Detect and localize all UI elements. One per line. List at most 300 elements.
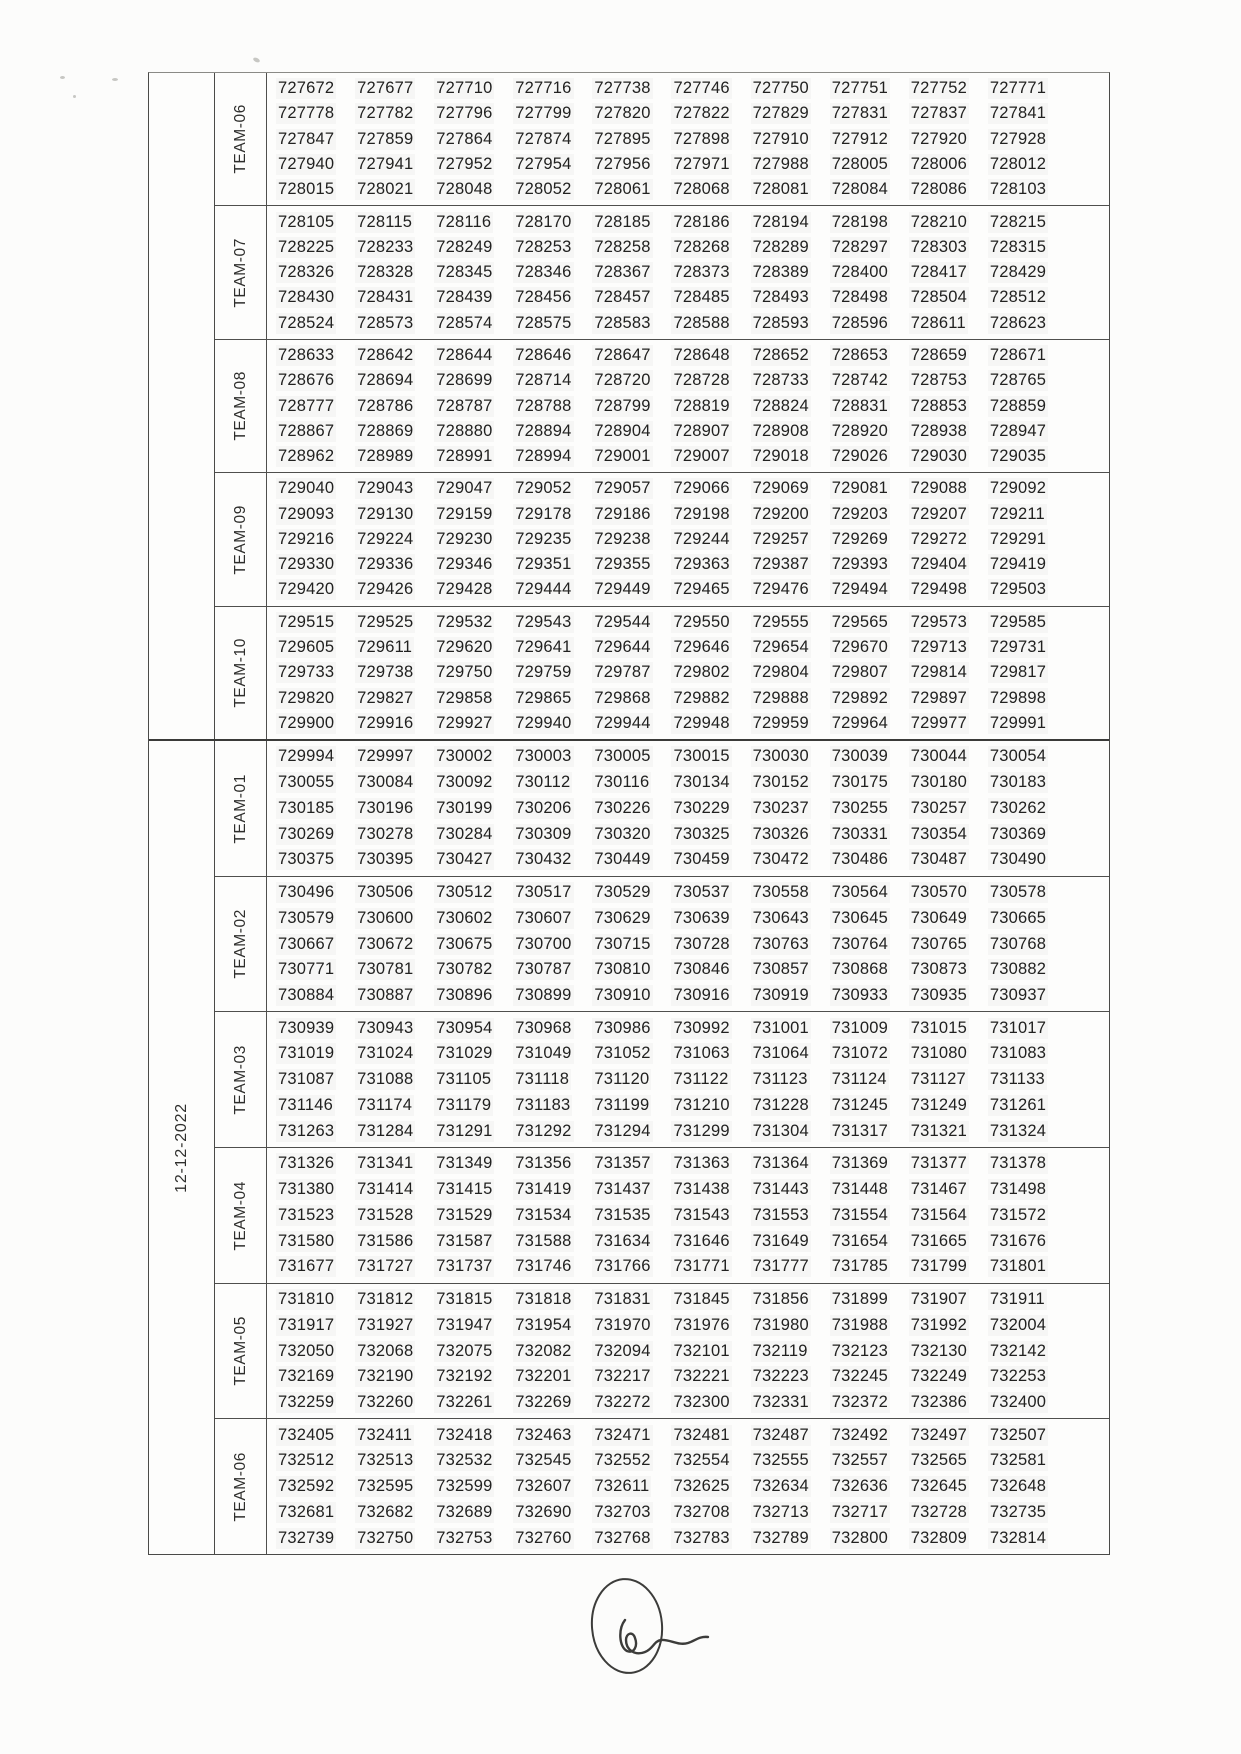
roll-number: 731174: [357, 1095, 413, 1114]
roll-number: 731015: [910, 1018, 968, 1037]
roll-number: 732513: [357, 1451, 414, 1470]
roll-number: 730629: [594, 908, 651, 927]
roll-number: 728742: [831, 371, 888, 390]
roll-number: 729047: [436, 479, 493, 498]
roll-number-table: [148, 72, 1110, 1555]
roll-number: 731080: [910, 1044, 968, 1063]
roll-number: 728867: [278, 421, 335, 440]
roll-number: 730134: [673, 773, 730, 792]
roll-number: 732050: [278, 1341, 335, 1360]
roll-number: 731357: [594, 1154, 651, 1173]
roll-number-row: [267, 209, 1109, 234]
roll-number: 728644: [436, 345, 493, 364]
roll-number: 730763: [752, 934, 809, 953]
roll-number: 732004: [989, 1315, 1047, 1334]
roll-number: 730771: [278, 960, 335, 979]
roll-number: 731907: [910, 1290, 968, 1309]
roll-number: 728583: [594, 313, 651, 332]
roll-number: 730180: [910, 773, 968, 792]
roll-number: 732648: [989, 1477, 1047, 1496]
roll-number: 730472: [752, 850, 809, 869]
roll-number: 728765: [989, 371, 1047, 390]
roll-number: 732217: [594, 1367, 651, 1386]
roll-number: 732789: [752, 1528, 809, 1547]
roll-number: 728648: [673, 345, 730, 364]
roll-number: 729272: [910, 529, 968, 548]
roll-number: 732082: [515, 1341, 572, 1360]
roll-number: 727898: [673, 129, 730, 148]
roll-number: 731364: [752, 1154, 809, 1173]
roll-number: 732689: [436, 1502, 493, 1521]
roll-number: 730643: [752, 908, 809, 927]
roll-number: 731564: [910, 1205, 968, 1224]
roll-number-row: [267, 1287, 1109, 1313]
roll-number-row: [267, 502, 1109, 527]
roll-number: 728799: [594, 396, 651, 415]
roll-number: 728777: [278, 396, 335, 415]
roll-number: 731588: [515, 1231, 572, 1250]
team-label: TEAM-07: [231, 237, 249, 308]
roll-number: 727895: [594, 129, 651, 148]
roll-number: 730558: [752, 883, 809, 902]
roll-number: 727672: [278, 79, 335, 98]
roll-number: 729291: [989, 529, 1047, 548]
roll-number: 730764: [831, 934, 888, 953]
roll-number: 727782: [357, 104, 414, 123]
roll-number: 730517: [515, 883, 572, 902]
roll-number: 728185: [594, 212, 651, 231]
roll-number: 731649: [752, 1231, 809, 1250]
roll-number: 729731: [989, 638, 1047, 657]
roll-number: 730326: [752, 824, 809, 843]
roll-number: 728788: [515, 396, 572, 415]
roll-number-row: [267, 660, 1109, 685]
roll-number: 731818: [515, 1290, 572, 1309]
roll-number: 731294: [594, 1121, 651, 1140]
team-label: TEAM-09: [231, 504, 249, 575]
roll-number: 730112: [515, 773, 571, 792]
roll-number: 730375: [278, 850, 335, 869]
roll-number-row: [267, 127, 1109, 152]
roll-number: 728006: [910, 154, 968, 173]
roll-number: 728439: [436, 288, 493, 307]
roll-number: 730887: [357, 985, 414, 1004]
roll-number: 727820: [594, 104, 651, 123]
roll-number: 730003: [515, 747, 572, 766]
roll-number: 731777: [752, 1257, 809, 1276]
roll-number: 730002: [436, 747, 493, 766]
roll-number: 731665: [910, 1231, 968, 1250]
roll-number: 730602: [436, 908, 493, 927]
roll-number: 731088: [357, 1070, 414, 1089]
team-cell: [215, 73, 267, 205]
roll-number: 728326: [278, 263, 335, 282]
roll-number: 730939: [278, 1018, 335, 1037]
roll-number-row: [267, 152, 1109, 177]
roll-number: 728733: [752, 371, 809, 390]
roll-number: 730449: [594, 850, 651, 869]
roll-number: 729088: [910, 479, 968, 498]
roll-number: 728920: [831, 421, 888, 440]
roll-number: 728012: [989, 154, 1047, 173]
roll-number-row: [267, 1500, 1109, 1526]
roll-number: 728103: [989, 180, 1047, 199]
roll-number: 731415: [436, 1180, 493, 1199]
date-section: [149, 739, 1109, 1554]
roll-number: 732075: [436, 1341, 493, 1360]
roll-number: 730183: [989, 773, 1047, 792]
roll-number: 730487: [910, 850, 968, 869]
roll-number-row: [267, 1202, 1109, 1228]
roll-number: 731992: [910, 1315, 968, 1334]
roll-number: 730607: [515, 908, 572, 927]
roll-number: 732555: [752, 1451, 809, 1470]
roll-number: 729040: [278, 479, 335, 498]
roll-number: 727954: [515, 154, 572, 173]
roll-number: 732735: [989, 1502, 1047, 1521]
roll-number: 729948: [673, 713, 730, 732]
roll-number: 729498: [910, 580, 968, 599]
roll-number: 731911: [989, 1290, 1045, 1309]
roll-number: 730787: [515, 960, 572, 979]
roll-number: 731122: [673, 1070, 729, 1089]
team-block: [215, 472, 1109, 605]
roll-number: 729426: [357, 580, 414, 599]
roll-number: 730781: [357, 960, 414, 979]
roll-number: 727971: [673, 154, 730, 173]
roll-number: 727864: [436, 129, 493, 148]
roll-number: 730229: [673, 798, 730, 817]
roll-number: 729670: [831, 638, 888, 657]
roll-number: 732260: [357, 1392, 414, 1411]
roll-number: 729235: [515, 529, 572, 548]
roll-number: 732300: [673, 1392, 730, 1411]
roll-number: 732405: [278, 1425, 335, 1444]
roll-number-row: [267, 1338, 1109, 1364]
roll-number: 729641: [515, 638, 572, 657]
roll-number: 730537: [673, 883, 730, 902]
roll-number: 729868: [594, 688, 651, 707]
roll-number: 732636: [831, 1477, 888, 1496]
roll-number: 728904: [594, 421, 651, 440]
roll-number: 729216: [278, 529, 335, 548]
roll-number: 731498: [989, 1180, 1047, 1199]
roll-number: 728084: [831, 180, 888, 199]
roll-number-row: [267, 905, 1109, 931]
roll-number: 730857: [752, 960, 809, 979]
roll-number-row: [267, 1525, 1109, 1551]
team-label: TEAM-04: [231, 1180, 249, 1251]
roll-number: 732760: [515, 1528, 572, 1547]
roll-number: 728633: [278, 345, 335, 364]
roll-number: 729882: [673, 688, 730, 707]
roll-number: 729611: [357, 638, 413, 657]
roll-number: 728210: [910, 212, 968, 231]
roll-number-row: [267, 393, 1109, 418]
roll-number: 731727: [357, 1257, 414, 1276]
roll-number-row: [267, 177, 1109, 202]
roll-number: 728249: [436, 237, 493, 256]
roll-number: 732463: [515, 1425, 572, 1444]
roll-number: 729387: [752, 555, 809, 574]
roll-number: 732221: [673, 1367, 730, 1386]
roll-number: 729620: [436, 638, 493, 657]
roll-number: 732634: [752, 1477, 809, 1496]
roll-number: 732492: [831, 1425, 888, 1444]
roll-number: 729555: [752, 612, 809, 631]
roll-number: 730116: [594, 773, 650, 792]
roll-number: 729644: [594, 638, 651, 657]
roll-number: 729802: [673, 663, 730, 682]
roll-number: 732717: [831, 1502, 888, 1521]
roll-number: 731586: [357, 1231, 414, 1250]
roll-number: 732592: [278, 1477, 335, 1496]
roll-number-row: [267, 685, 1109, 710]
team-cell: [215, 206, 267, 338]
roll-number: 732814: [989, 1528, 1047, 1547]
roll-number: 729244: [673, 529, 730, 548]
roll-number: 731292: [515, 1121, 572, 1140]
roll-number-row: [267, 821, 1109, 847]
team-block: [215, 1147, 1109, 1283]
roll-number: 732800: [831, 1528, 888, 1547]
roll-number: 729997: [357, 747, 414, 766]
roll-number: 730728: [673, 934, 730, 953]
team-label: TEAM-05: [231, 1316, 249, 1386]
team-label: TEAM-10: [231, 637, 249, 708]
roll-number: 727771: [989, 79, 1047, 98]
roll-number: 732190: [357, 1367, 414, 1386]
roll-number: 730055: [278, 773, 335, 792]
roll-number: 732681: [278, 1502, 335, 1521]
roll-number: 731443: [752, 1180, 809, 1199]
roll-number: 727822: [673, 104, 730, 123]
roll-number: 731083: [989, 1044, 1047, 1063]
roll-number: 729817: [989, 663, 1047, 682]
roll-number: 728417: [910, 263, 968, 282]
roll-number: 732768: [594, 1528, 651, 1547]
roll-number: 728623: [989, 313, 1047, 332]
roll-number: 730910: [594, 985, 651, 1004]
roll-number: 729927: [436, 713, 493, 732]
roll-number: 730459: [673, 850, 730, 869]
roll-number: 731321: [910, 1121, 968, 1140]
roll-number: 732119: [752, 1341, 808, 1360]
roll-number: 730954: [436, 1018, 493, 1037]
roll-number: 729750: [436, 663, 493, 682]
roll-number: 728907: [673, 421, 730, 440]
roll-number: 728303: [910, 237, 968, 256]
roll-number: 728824: [752, 396, 809, 415]
roll-number: 730645: [831, 908, 888, 927]
team-label: TEAM-08: [231, 371, 249, 441]
roll-number: 728611: [910, 313, 966, 332]
roll-number: 731419: [515, 1180, 572, 1199]
roll-number: 727738: [594, 79, 651, 98]
roll-number: 731553: [752, 1205, 809, 1224]
roll-number: 729393: [831, 555, 888, 574]
roll-number: 731380: [278, 1180, 335, 1199]
roll-number: 729052: [515, 479, 572, 498]
roll-number: 728869: [357, 421, 414, 440]
roll-number: 728081: [752, 180, 809, 199]
roll-number: 731980: [752, 1315, 809, 1334]
roll-number: 728699: [436, 371, 493, 390]
roll-number: 728005: [831, 154, 888, 173]
roll-number: 730257: [910, 798, 968, 817]
roll-number-row: [267, 610, 1109, 635]
roll-number: 730884: [278, 985, 335, 1004]
roll-number: 731326: [278, 1154, 335, 1173]
roll-number: 727837: [910, 104, 968, 123]
roll-number-row: [267, 795, 1109, 821]
roll-number: 729532: [436, 612, 493, 631]
roll-number: 732753: [436, 1528, 493, 1547]
roll-number: 731052: [594, 1044, 651, 1063]
roll-number: 730226: [594, 798, 651, 817]
roll-number: 731771: [673, 1257, 730, 1276]
roll-number: 729001: [594, 447, 651, 466]
roll-number: 732607: [515, 1477, 572, 1496]
roll-number: 730039: [831, 747, 888, 766]
roll-number: 728647: [594, 345, 651, 364]
roll-number: 731812: [357, 1290, 414, 1309]
roll-number: 732259: [278, 1392, 335, 1411]
roll-number: 728225: [278, 237, 335, 256]
roll-number: 732386: [910, 1392, 968, 1411]
roll-number: 730873: [910, 960, 968, 979]
roll-number: 728653: [831, 345, 888, 364]
roll-number: 727799: [515, 104, 572, 123]
roll-number: 729476: [752, 580, 809, 599]
roll-number: 731677: [278, 1257, 335, 1276]
roll-number: 731291: [436, 1121, 493, 1140]
roll-number: 729807: [831, 663, 888, 682]
roll-number: 731799: [910, 1257, 968, 1276]
roll-number: 732595: [357, 1477, 414, 1496]
roll-number: 728786: [357, 396, 414, 415]
roll-number: 731737: [436, 1257, 493, 1276]
roll-number: 731118: [515, 1070, 570, 1089]
team-block: [215, 205, 1109, 338]
roll-number: 731363: [673, 1154, 730, 1173]
roll-number: 729269: [831, 529, 888, 548]
roll-number: 731947: [436, 1315, 493, 1334]
scan-speck: [73, 95, 76, 98]
roll-number-row: [267, 983, 1109, 1009]
roll-number-row: [267, 552, 1109, 577]
team-block: [215, 1418, 1109, 1554]
roll-number: 732094: [594, 1341, 651, 1360]
roll-number: 732471: [594, 1425, 651, 1444]
roll-number: 730512: [436, 883, 493, 902]
roll-number: 730579: [278, 908, 335, 927]
roll-number: 728504: [910, 288, 968, 307]
roll-number: 729178: [515, 504, 572, 523]
roll-number: 732750: [357, 1528, 414, 1547]
roll-number: 729346: [436, 555, 493, 574]
roll-number: 730919: [752, 985, 809, 1004]
roll-number: 728593: [752, 313, 809, 332]
roll-number: 731437: [594, 1180, 651, 1199]
roll-number: 729959: [752, 713, 809, 732]
roll-number: 732565: [910, 1451, 968, 1470]
roll-number: 728671: [989, 345, 1047, 364]
roll-number: 732101: [673, 1341, 730, 1360]
roll-number: 728373: [673, 263, 730, 282]
roll-number: 729363: [673, 555, 730, 574]
roll-number: 732068: [357, 1341, 414, 1360]
roll-number: 728258: [594, 237, 651, 256]
roll-number-row: [267, 419, 1109, 444]
roll-number-row: [267, 1151, 1109, 1177]
roll-number: 727710: [436, 79, 493, 98]
roll-number: 732708: [673, 1502, 730, 1521]
roll-number-row: [267, 101, 1109, 126]
roll-number: 729007: [673, 447, 730, 466]
roll-number: 729787: [594, 663, 651, 682]
roll-number: 728512: [989, 288, 1047, 307]
roll-number: 732690: [515, 1502, 572, 1521]
roll-number: 729991: [989, 713, 1047, 732]
roll-number: 731899: [831, 1290, 888, 1309]
roll-number-row: [267, 76, 1109, 101]
roll-number: 732372: [831, 1392, 888, 1411]
roll-number: 731341: [357, 1154, 414, 1173]
roll-number: 732512: [278, 1451, 335, 1470]
roll-number: 727847: [278, 129, 335, 148]
roll-number: 729211: [989, 504, 1045, 523]
roll-number: 729759: [515, 663, 572, 682]
roll-number: 729026: [831, 447, 888, 466]
date-section: [149, 73, 1109, 739]
roll-number: 728429: [989, 263, 1047, 282]
roll-number: 732599: [436, 1477, 493, 1496]
roll-number: 729503: [989, 580, 1047, 599]
roll-number: 729814: [910, 663, 968, 682]
roll-number: 731024: [357, 1044, 414, 1063]
roll-number: 727829: [752, 104, 809, 123]
roll-number: 730992: [673, 1018, 730, 1037]
roll-number: 729964: [831, 713, 888, 732]
roll-number: 728061: [594, 180, 651, 199]
roll-number-row: [267, 260, 1109, 285]
roll-number: 728430: [278, 288, 335, 307]
roll-number-row: [267, 635, 1109, 660]
roll-number: 731072: [831, 1044, 888, 1063]
roll-number: 731378: [989, 1154, 1047, 1173]
roll-number: 732142: [989, 1341, 1047, 1360]
roll-number: 728819: [673, 396, 730, 415]
roll-number: 729203: [831, 504, 888, 523]
roll-number: 729892: [831, 688, 888, 707]
roll-number: 728086: [910, 180, 968, 199]
roll-number: 729257: [752, 529, 809, 548]
roll-number: 730896: [436, 985, 493, 1004]
roll-number: 730354: [910, 824, 968, 843]
roll-number: 728345: [436, 263, 493, 282]
roll-number: 731831: [594, 1290, 651, 1309]
roll-number: 730255: [831, 798, 888, 817]
team-cell: [215, 1284, 267, 1419]
roll-number: 728253: [515, 237, 572, 256]
date-cell: [149, 741, 215, 1554]
roll-number: 732739: [278, 1528, 335, 1547]
roll-number: 732400: [989, 1392, 1047, 1411]
roll-number: 732411: [357, 1425, 413, 1444]
roll-number: 729200: [752, 504, 809, 523]
roll-number: 729515: [278, 612, 335, 631]
